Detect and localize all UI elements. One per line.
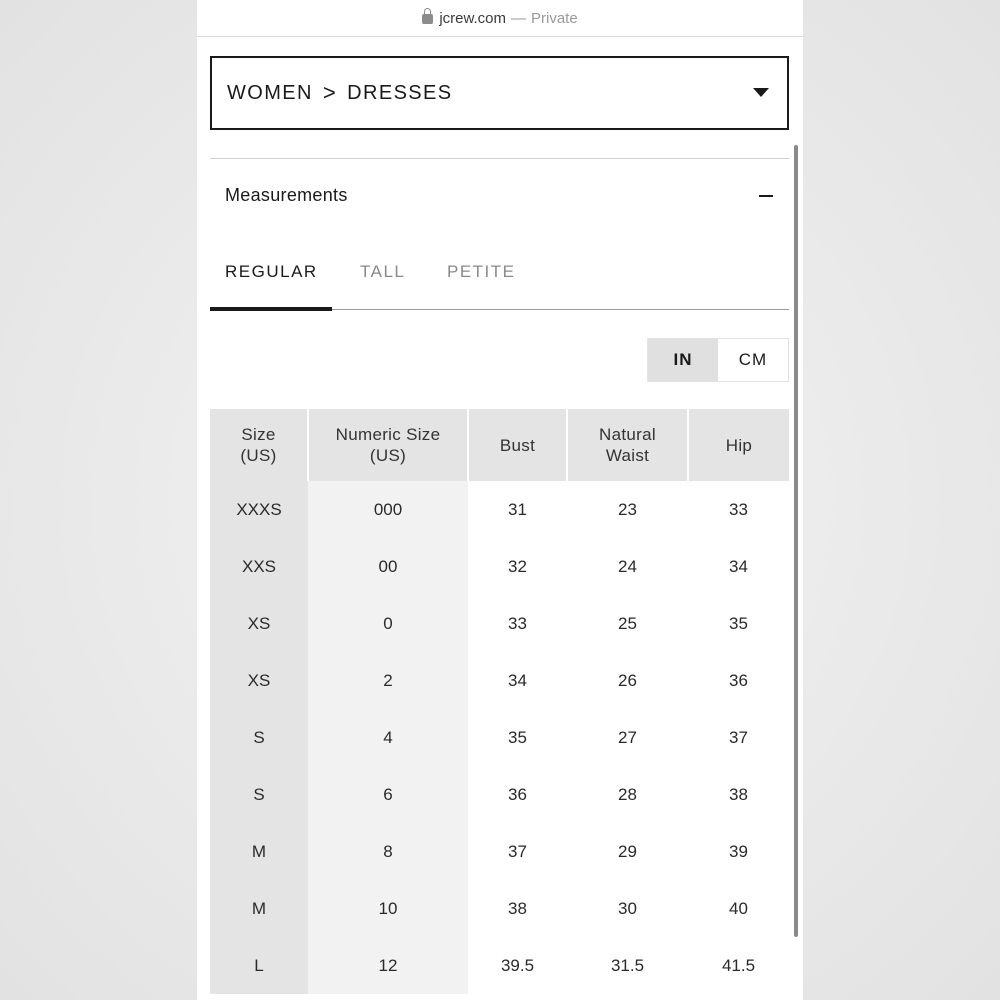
- cell-waist: 23: [567, 481, 688, 538]
- private-label: Private: [531, 9, 578, 27]
- table-row: [210, 652, 789, 709]
- cell-hip: 39: [688, 823, 789, 880]
- cell-hip: 36: [688, 652, 789, 709]
- tab-regular[interactable]: REGULAR: [225, 262, 318, 281]
- cell-bust: 32: [468, 538, 567, 595]
- url-domain: jcrew.com: [439, 9, 506, 27]
- table-row: [210, 823, 789, 880]
- table-row: [210, 709, 789, 766]
- cell-waist: 31.5: [567, 937, 688, 994]
- tab-petite[interactable]: PETITE: [447, 262, 516, 281]
- address-bar[interactable]: [197, 0, 803, 37]
- cell-size: S: [210, 766, 308, 823]
- cell-numeric-size: 2: [308, 652, 468, 709]
- cell-bust: 35: [468, 709, 567, 766]
- table-body: [210, 481, 789, 994]
- page-viewport: [197, 0, 803, 1000]
- table-row: [210, 481, 789, 538]
- header-line: Natural: [599, 425, 656, 444]
- unit-cm-button[interactable]: CM: [738, 350, 768, 369]
- cell-waist: 24: [567, 538, 688, 595]
- cell-hip: 41.5: [688, 937, 789, 994]
- cell-numeric-size: 00: [308, 538, 468, 595]
- size-chart-table: [210, 409, 789, 994]
- cell-hip: 40: [688, 880, 789, 937]
- cell-numeric-size: 12: [308, 937, 468, 994]
- measurements-heading[interactable]: Measurements: [225, 185, 348, 205]
- cell-bust: 31: [468, 481, 567, 538]
- url-separator: —: [511, 9, 526, 27]
- divider: [210, 158, 789, 159]
- cell-size: M: [210, 880, 308, 937]
- category-dropdown[interactable]: [210, 56, 789, 130]
- table-row: [210, 595, 789, 652]
- lock-icon: [422, 14, 433, 24]
- cell-waist: 29: [567, 823, 688, 880]
- cell-numeric-size: 4: [308, 709, 468, 766]
- cell-size: S: [210, 709, 308, 766]
- unit-in-button[interactable]: IN: [648, 339, 718, 381]
- unit-toggle: [647, 338, 789, 382]
- header-line: Bust: [499, 435, 536, 455]
- cell-size: L: [210, 937, 308, 994]
- cell-hip: 34: [688, 538, 789, 595]
- cell-size: XXXS: [210, 481, 308, 538]
- cell-waist: 27: [567, 709, 688, 766]
- header-hip: [688, 409, 789, 481]
- cell-waist: 26: [567, 652, 688, 709]
- header-line: Numeric Size: [335, 425, 441, 444]
- cell-bust: 34: [468, 652, 567, 709]
- header-line: Size: [241, 425, 276, 444]
- cell-numeric-size: 8: [308, 823, 468, 880]
- active-tab-indicator: [210, 307, 332, 311]
- header-numeric-size-us: [308, 409, 468, 481]
- breadcrumb-chevron-icon: >: [322, 80, 338, 105]
- tab-tall[interactable]: TALL: [360, 262, 406, 281]
- minus-icon[interactable]: [759, 195, 773, 197]
- fit-tabs: [210, 250, 789, 310]
- cell-hip: 38: [688, 766, 789, 823]
- cell-hip: 35: [688, 595, 789, 652]
- cell-waist: 30: [567, 880, 688, 937]
- header-bust: [468, 409, 567, 481]
- cell-waist: 25: [567, 595, 688, 652]
- cell-hip: 37: [688, 709, 789, 766]
- cell-bust: 38: [468, 880, 567, 937]
- table-header-row: [210, 409, 789, 481]
- caret-down-icon: [753, 88, 769, 97]
- cell-size: XS: [210, 652, 308, 709]
- table-row: [210, 538, 789, 595]
- cell-waist: 28: [567, 766, 688, 823]
- category-parent: WOMEN: [227, 81, 313, 104]
- scrollbar[interactable]: [794, 145, 798, 937]
- header-natural-waist: [567, 409, 688, 481]
- cell-bust: 39.5: [468, 937, 567, 994]
- cell-size: XS: [210, 595, 308, 652]
- header-line: Hip: [725, 435, 753, 455]
- cell-size: M: [210, 823, 308, 880]
- header-line: (US): [240, 446, 277, 465]
- table-row: [210, 937, 789, 994]
- cell-numeric-size: 6: [308, 766, 468, 823]
- table-row: [210, 880, 789, 937]
- cell-bust: 33: [468, 595, 567, 652]
- table-row: [210, 766, 789, 823]
- cell-bust: 36: [468, 766, 567, 823]
- category-current: DRESSES: [347, 81, 453, 104]
- cell-numeric-size: 000: [308, 481, 468, 538]
- header-size-us: [210, 409, 308, 481]
- header-line: Waist: [605, 446, 650, 465]
- cell-numeric-size: 10: [308, 880, 468, 937]
- header-line: (US): [369, 446, 407, 465]
- cell-numeric-size: 0: [308, 595, 468, 652]
- cell-hip: 33: [688, 481, 789, 538]
- cell-bust: 37: [468, 823, 567, 880]
- cell-size: XXS: [210, 538, 308, 595]
